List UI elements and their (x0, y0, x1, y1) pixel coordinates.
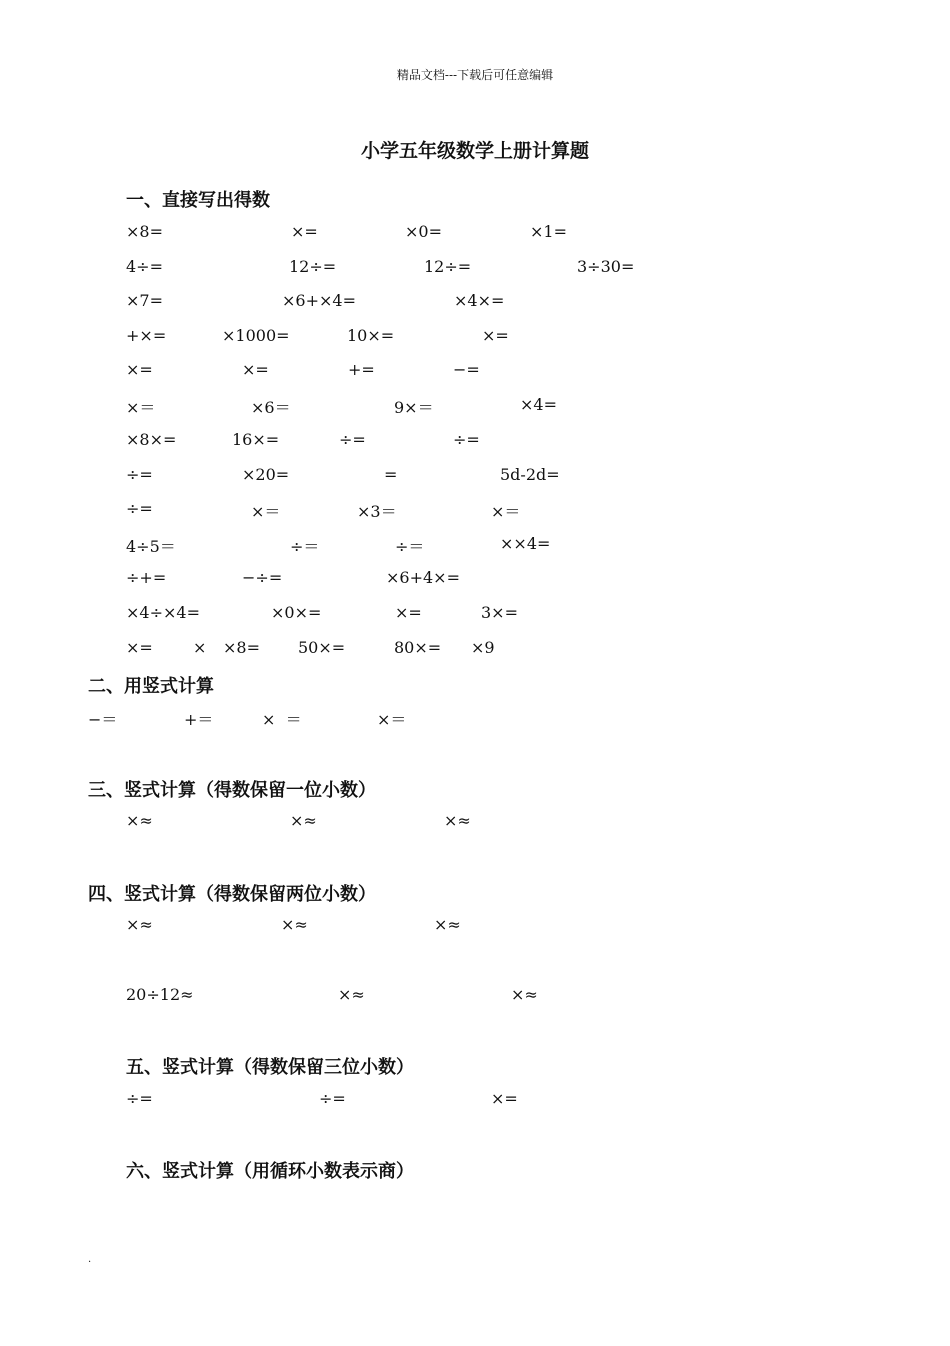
section-heading: 六、竖式计算（用循环小数表示商） (126, 1161, 414, 1182)
problem: ×＝ (377, 710, 407, 729)
section-heading: 三、竖式计算（得数保留一位小数） (88, 780, 376, 801)
section-heading: 二、用竖式计算 (88, 676, 214, 697)
problem-row (126, 1089, 946, 1113)
problem: 10×= (347, 326, 395, 345)
problem: = (384, 465, 398, 484)
problem: ×0= (405, 222, 442, 241)
problem: 3×= (481, 603, 518, 622)
problem-row (126, 985, 946, 1009)
problem: ×≈ (338, 985, 365, 1004)
problem: ×3＝ (357, 502, 397, 521)
problem: ×= (291, 222, 318, 241)
problem: ×= (126, 360, 153, 379)
problem-row (126, 499, 946, 523)
problem: ×20= (242, 465, 290, 484)
problem: ÷= (453, 430, 480, 449)
problem: ÷= (126, 1089, 153, 1108)
problem: 12÷= (424, 257, 472, 276)
problem-row (126, 915, 946, 939)
problem: ×6+×4= (282, 291, 356, 310)
problem: ×9 (471, 638, 495, 657)
problem: ×= (242, 360, 269, 379)
problem-row (126, 430, 946, 454)
problem-row (126, 638, 946, 662)
problem-row (126, 465, 946, 489)
problem: ×≈ (434, 915, 461, 934)
problem: 80×= (394, 638, 442, 657)
problem: ×≈ (126, 915, 153, 934)
problem-row (126, 360, 946, 384)
section-heading: 一、直接写出得数 (126, 190, 270, 211)
problem-row (126, 395, 946, 419)
problem-row (126, 326, 946, 350)
problem: += (348, 360, 375, 379)
problem: ×= (395, 603, 422, 622)
problem-row (126, 291, 946, 315)
problem: ×7= (126, 291, 163, 310)
problem: ×≈ (281, 915, 308, 934)
problem: ×= (482, 326, 509, 345)
problem-row (126, 534, 946, 558)
problem: ×＝ (126, 398, 156, 417)
problem: 20÷12≈ (126, 985, 194, 1004)
problem: ×4÷×4= (126, 603, 200, 622)
problem: ×≈ (290, 811, 317, 830)
problem: ×1= (530, 222, 567, 241)
problem: 50×= (298, 638, 346, 657)
problem: ×4= (520, 395, 557, 414)
problem: × ＝ (262, 710, 302, 729)
problem: ÷= (126, 465, 153, 484)
problem-row (126, 811, 946, 835)
problem: 5d-2d= (500, 465, 560, 484)
problem: 4÷= (126, 257, 163, 276)
problem: ×＝ (491, 502, 521, 521)
problem: ÷＝ (395, 537, 425, 556)
problem: 16×= (232, 430, 280, 449)
problem-row (126, 568, 946, 592)
problem: ×0×= (271, 603, 322, 622)
problem: × (193, 638, 207, 657)
problem: ×＝ (251, 502, 281, 521)
section-heading: 五、竖式计算（得数保留三位小数） (126, 1057, 414, 1078)
problem: 12÷= (289, 257, 337, 276)
problem: ×8×= (126, 430, 177, 449)
problem: ÷= (339, 430, 366, 449)
problem: ×≈ (126, 811, 153, 830)
problem: −= (453, 360, 480, 379)
problem: ÷＝ (290, 537, 320, 556)
problem: 9×＝ (394, 398, 434, 417)
problem-row (126, 603, 946, 627)
problem: ×= (126, 638, 153, 657)
problem: ×8= (223, 638, 260, 657)
problem-row (126, 257, 946, 281)
page-title: 小学五年级数学上册计算题 (360, 140, 589, 162)
problem: ×≈ (511, 985, 538, 1004)
problem: 4÷5＝ (126, 537, 176, 556)
problem: 3÷30= (577, 257, 635, 276)
problem-row (88, 707, 908, 731)
problem: ×1000= (222, 326, 290, 345)
problem: ×4×= (454, 291, 505, 310)
problem: −÷= (242, 568, 283, 587)
problem-row (126, 222, 946, 246)
problem: ÷= (319, 1089, 346, 1108)
problem: +×= (126, 326, 167, 345)
problem: ×≈ (444, 811, 471, 830)
footer-mark: . (88, 1254, 92, 1265)
section-heading: 四、竖式计算（得数保留两位小数） (88, 884, 376, 905)
problem: ×8= (126, 222, 163, 241)
problem: −＝ (88, 710, 118, 729)
problem: ×6+4×= (386, 568, 460, 587)
problem: ××4= (500, 534, 551, 553)
problem: ×= (491, 1089, 518, 1108)
problem: +＝ (184, 710, 214, 729)
page-header: 精品文档---下载后可任意编辑 (396, 68, 554, 82)
problem: ×6＝ (251, 398, 291, 417)
problem: ÷= (126, 499, 153, 518)
problem: ÷+= (126, 568, 167, 587)
